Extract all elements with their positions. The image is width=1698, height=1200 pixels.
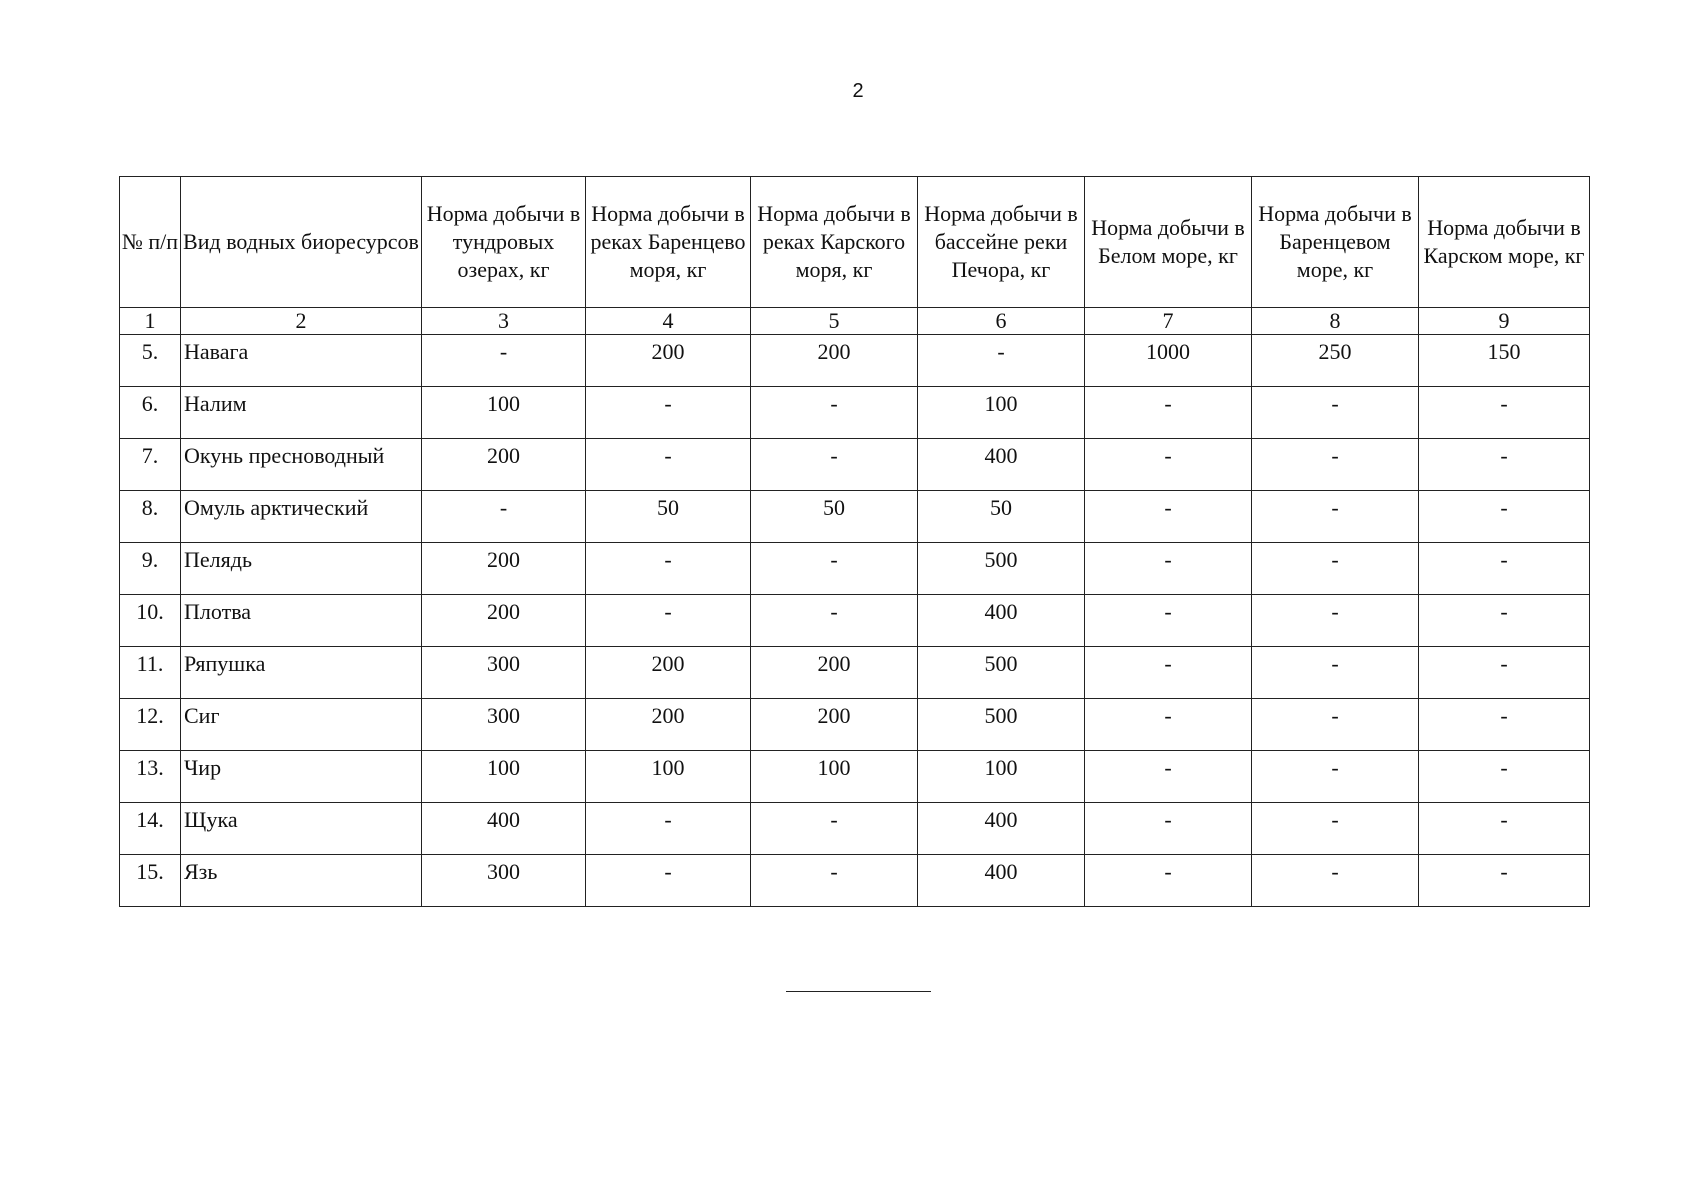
norm-value-cell: - bbox=[1252, 595, 1419, 647]
norm-value-cell: 400 bbox=[918, 595, 1085, 647]
norm-value-cell: - bbox=[1252, 387, 1419, 439]
norm-value-cell: - bbox=[586, 543, 751, 595]
norm-value-cell: 200 bbox=[751, 647, 918, 699]
norm-value-cell: 200 bbox=[586, 647, 751, 699]
norm-value-cell: 100 bbox=[586, 751, 751, 803]
norm-value-cell: 100 bbox=[422, 751, 586, 803]
table-row bbox=[120, 699, 1590, 751]
norm-value-cell: - bbox=[1419, 491, 1590, 543]
norm-value-cell: 200 bbox=[586, 335, 751, 387]
norm-value-cell: - bbox=[1085, 595, 1252, 647]
column-number-cell: 4 bbox=[586, 308, 751, 335]
norm-value-cell: - bbox=[1419, 699, 1590, 751]
page-number: 2 bbox=[852, 80, 864, 102]
norm-value-cell: 100 bbox=[751, 751, 918, 803]
header-row bbox=[120, 177, 1590, 308]
column-number-cell: 9 bbox=[1419, 308, 1590, 335]
species-cell: Пелядь bbox=[181, 543, 422, 595]
table-row bbox=[120, 751, 1590, 803]
norm-value-cell: 400 bbox=[918, 803, 1085, 855]
norm-value-cell: - bbox=[1085, 699, 1252, 751]
norm-value-cell: 50 bbox=[918, 491, 1085, 543]
species-cell: Ряпушка bbox=[181, 647, 422, 699]
norm-value-cell: 300 bbox=[422, 699, 586, 751]
norm-value-cell: - bbox=[1252, 491, 1419, 543]
norm-value-cell: 200 bbox=[422, 543, 586, 595]
table-row bbox=[120, 439, 1590, 491]
table-row bbox=[120, 491, 1590, 543]
norm-value-cell: - bbox=[1085, 803, 1252, 855]
header-cell: № п/п bbox=[120, 177, 181, 308]
norm-value-cell: 200 bbox=[422, 439, 586, 491]
norm-value-cell: 300 bbox=[422, 647, 586, 699]
norm-value-cell: - bbox=[1419, 803, 1590, 855]
norm-value-cell: - bbox=[586, 387, 751, 439]
norm-value-cell: 400 bbox=[918, 439, 1085, 491]
species-cell: Окунь пресноводный bbox=[181, 439, 422, 491]
norm-value-cell: 500 bbox=[918, 699, 1085, 751]
norm-value-cell: - bbox=[751, 803, 918, 855]
column-number-cell: 3 bbox=[422, 308, 586, 335]
norm-value-cell: 50 bbox=[751, 491, 918, 543]
norm-value-cell: - bbox=[1252, 439, 1419, 491]
norm-value-cell: - bbox=[1252, 855, 1419, 907]
species-cell: Навага bbox=[181, 335, 422, 387]
table-row bbox=[120, 595, 1590, 647]
norm-value-cell: - bbox=[1085, 751, 1252, 803]
norm-value-cell: - bbox=[1085, 855, 1252, 907]
row-number-cell: 6. bbox=[120, 387, 181, 439]
norm-value-cell: - bbox=[422, 491, 586, 543]
norm-value-cell: - bbox=[1419, 387, 1590, 439]
row-number-cell: 8. bbox=[120, 491, 181, 543]
norm-value-cell: 150 bbox=[1419, 335, 1590, 387]
norm-value-cell: 400 bbox=[918, 855, 1085, 907]
species-cell: Налим bbox=[181, 387, 422, 439]
norm-value-cell: 100 bbox=[918, 387, 1085, 439]
species-cell: Щука bbox=[181, 803, 422, 855]
header-cell: Норма добычи в бассейне реки Печора, кг bbox=[918, 177, 1085, 308]
norm-value-cell: - bbox=[1085, 647, 1252, 699]
row-number-cell: 9. bbox=[120, 543, 181, 595]
norm-value-cell: - bbox=[1419, 543, 1590, 595]
row-number-cell: 14. bbox=[120, 803, 181, 855]
header-cell: Вид водных биоресурсов bbox=[181, 177, 422, 308]
species-cell: Сиг bbox=[181, 699, 422, 751]
row-number-cell: 15. bbox=[120, 855, 181, 907]
header-cell: Норма добычи в тундровых озерах, кг bbox=[422, 177, 586, 308]
species-cell: Омуль арктический bbox=[181, 491, 422, 543]
table-row bbox=[120, 647, 1590, 699]
norm-value-cell: - bbox=[1085, 439, 1252, 491]
header-cell: Норма добычи в Белом море, кг bbox=[1085, 177, 1252, 308]
row-number-cell: 5. bbox=[120, 335, 181, 387]
table-row bbox=[120, 543, 1590, 595]
norm-value-cell: - bbox=[751, 543, 918, 595]
norm-value-cell: - bbox=[1252, 647, 1419, 699]
row-number-cell: 11. bbox=[120, 647, 181, 699]
row-number-cell: 10. bbox=[120, 595, 181, 647]
norm-value-cell: - bbox=[751, 855, 918, 907]
norm-value-cell: 1000 bbox=[1085, 335, 1252, 387]
table-row bbox=[120, 803, 1590, 855]
column-number-cell: 6 bbox=[918, 308, 1085, 335]
norm-value-cell: 100 bbox=[422, 387, 586, 439]
norm-value-cell: - bbox=[1085, 491, 1252, 543]
catch-norms-table bbox=[119, 176, 1590, 907]
norm-value-cell: 200 bbox=[586, 699, 751, 751]
norm-value-cell: 200 bbox=[422, 595, 586, 647]
species-cell: Язь bbox=[181, 855, 422, 907]
norm-value-cell: 50 bbox=[586, 491, 751, 543]
row-number-cell: 13. bbox=[120, 751, 181, 803]
column-number-cell: 7 bbox=[1085, 308, 1252, 335]
norm-value-cell: - bbox=[1419, 855, 1590, 907]
norm-value-cell: - bbox=[1252, 543, 1419, 595]
norm-value-cell: - bbox=[1085, 387, 1252, 439]
species-cell: Чир bbox=[181, 751, 422, 803]
norm-value-cell: - bbox=[1085, 543, 1252, 595]
norm-value-cell: - bbox=[751, 439, 918, 491]
norm-value-cell: 200 bbox=[751, 335, 918, 387]
column-number-cell: 2 bbox=[181, 308, 422, 335]
norm-value-cell: 200 bbox=[751, 699, 918, 751]
norm-value-cell: - bbox=[751, 387, 918, 439]
table-row bbox=[120, 335, 1590, 387]
species-cell: Плотва bbox=[181, 595, 422, 647]
norm-value-cell: 250 bbox=[1252, 335, 1419, 387]
header-cell: Норма добычи в Баренцевом море, кг bbox=[1252, 177, 1419, 308]
norm-value-cell: 500 bbox=[918, 647, 1085, 699]
column-number-cell: 8 bbox=[1252, 308, 1419, 335]
column-number-cell: 5 bbox=[751, 308, 918, 335]
closing-rule bbox=[786, 991, 931, 992]
norm-value-cell: 100 bbox=[918, 751, 1085, 803]
header-cell: Норма добычи в реках Баренцево моря, кг bbox=[586, 177, 751, 308]
norm-value-cell: - bbox=[1252, 803, 1419, 855]
norm-value-cell: - bbox=[422, 335, 586, 387]
row-number-cell: 7. bbox=[120, 439, 181, 491]
column-number-cell: 1 bbox=[120, 308, 181, 335]
header-cell: Норма добычи в Карском море, кг bbox=[1419, 177, 1590, 308]
norm-value-cell: 400 bbox=[422, 803, 586, 855]
norm-value-cell: - bbox=[1419, 595, 1590, 647]
norm-value-cell: - bbox=[1419, 439, 1590, 491]
norm-value-cell: - bbox=[918, 335, 1085, 387]
norm-value-cell: - bbox=[751, 595, 918, 647]
norm-value-cell: 500 bbox=[918, 543, 1085, 595]
header-cell: Норма добычи в реках Карского моря, кг bbox=[751, 177, 918, 308]
norm-value-cell: - bbox=[1419, 751, 1590, 803]
norm-value-cell: - bbox=[1252, 699, 1419, 751]
column-number-row bbox=[120, 308, 1590, 335]
norm-value-cell: - bbox=[586, 803, 751, 855]
norm-value-cell: - bbox=[586, 855, 751, 907]
table-row bbox=[120, 387, 1590, 439]
norm-value-cell: 300 bbox=[422, 855, 586, 907]
norm-value-cell: - bbox=[586, 439, 751, 491]
norm-value-cell: - bbox=[586, 595, 751, 647]
row-number-cell: 12. bbox=[120, 699, 181, 751]
table-row bbox=[120, 855, 1590, 907]
norm-value-cell: - bbox=[1419, 647, 1590, 699]
norm-value-cell: - bbox=[1252, 751, 1419, 803]
